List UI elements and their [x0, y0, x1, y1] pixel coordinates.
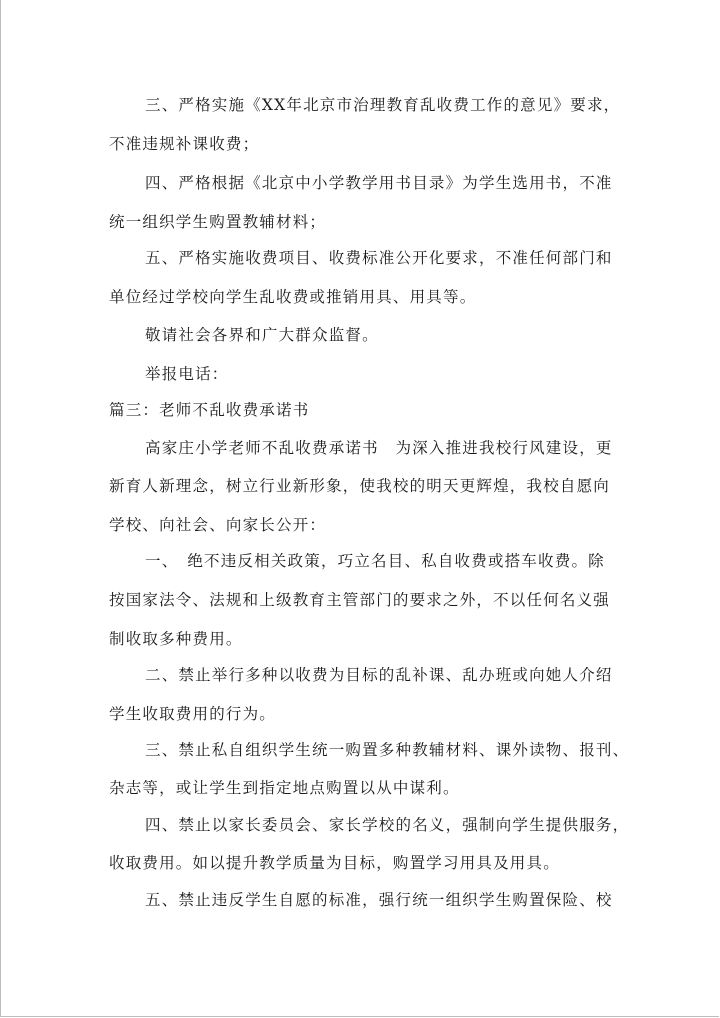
text-line: 二、禁止举行多种以收费为目标的乱补课、乱办班或向她人介绍 — [145, 666, 613, 684]
section-heading: 篇三：老师不乱收费承诺书 — [109, 401, 310, 419]
text-line: 学生收取费用的行为。 — [109, 705, 277, 723]
text-line: 敬请社会各界和广大群众监督。 — [145, 326, 379, 344]
text-line: 不准违规补课收费； — [109, 135, 260, 153]
text-line: 四、禁止以家长委员会、家长学校的名义，强制向学生提供服务， — [145, 816, 630, 834]
text-line: 收取费用。如以提升教学质量为目标，购置学习用具及用具。 — [109, 854, 560, 872]
text-line: 学校、向社会、向家长公开： — [109, 516, 327, 534]
text-line: 杂志等，或让学生到指定地点购置以从中谋利。 — [109, 779, 460, 797]
text-line: 五、严格实施收费项目、收费标准公开化要求，不准任何部门和 — [145, 249, 613, 267]
text-line: 统一组织学生购置教辅材料； — [109, 213, 327, 231]
text-line: 制收取多种费用。 — [109, 630, 243, 648]
text-line: 三、禁止私自组织学生统一购置多种教辅材料、课外读物、报刊、 — [145, 741, 630, 759]
text-line: 举报电话： — [145, 365, 229, 383]
text-line: 新育人新理念，树立行业新形象，使我校的明天更辉煌，我校自愿向 — [109, 477, 611, 495]
text-line: 按国家法令、法规和上级教育主管部门的要求之外，不以任何名义强 — [109, 591, 611, 609]
text-line: 五、禁止违反学生自愿的标准，强行统一组织学生购置保险、校 — [145, 891, 613, 909]
text-line: 四、严格根据《北京中小学教学用书目录》为学生选用书，不准 — [145, 174, 613, 192]
text-line: 一、 绝不违反相关政策，巧立名目、私自收费或搭车收费。除 — [145, 552, 605, 570]
text-line: 单位经过学校向学生乱收费或推销用具、用具等。 — [109, 288, 477, 306]
text-line: 高家庄小学老师不乱收费承诺书 为深入推进我校行风建设，更 — [145, 439, 613, 457]
text-line: 三、严格实施《XX年北京市治理教育乱收费工作的意见》要求， — [145, 96, 621, 114]
